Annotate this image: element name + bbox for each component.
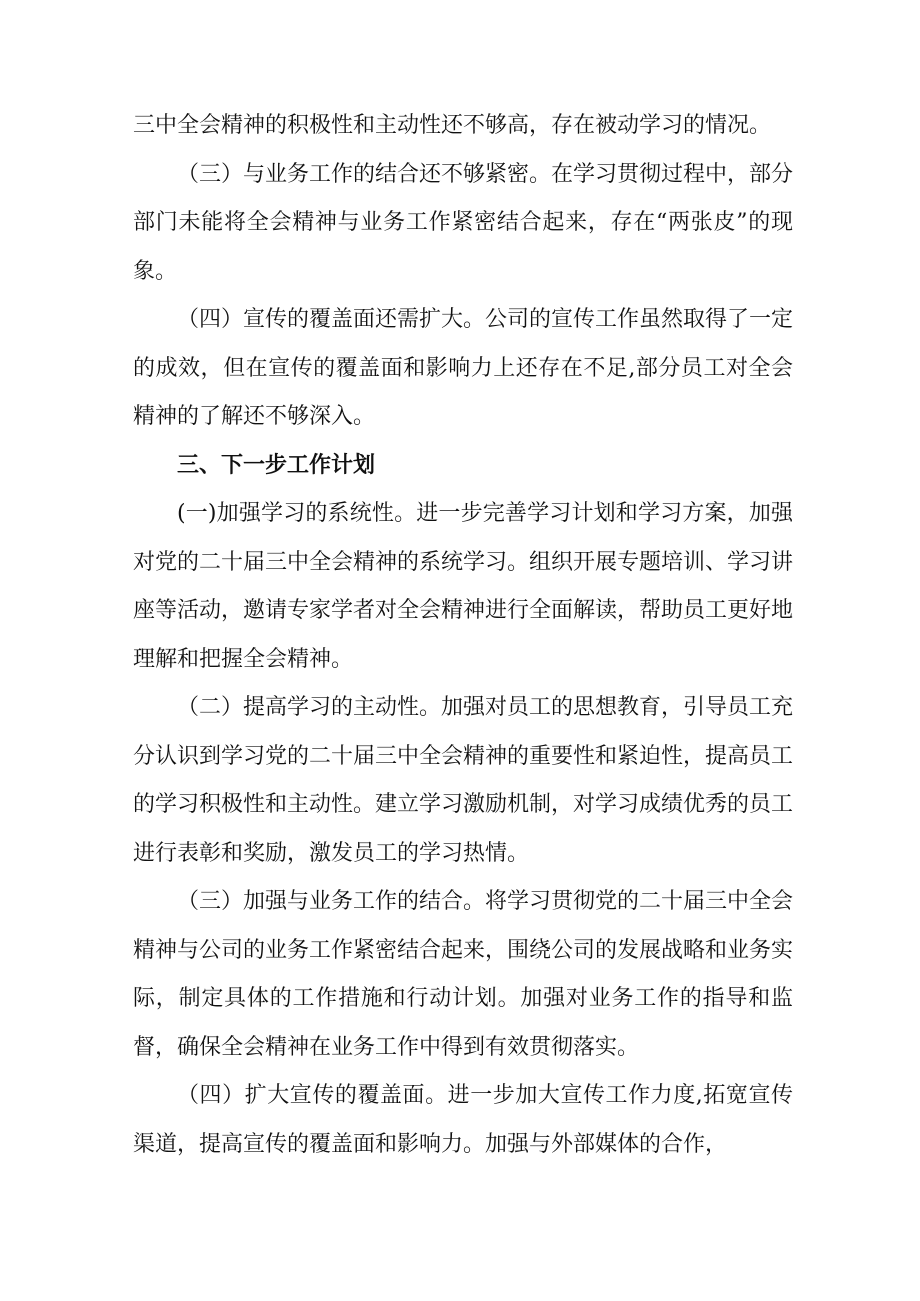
paragraph-plan-3: （三）加强与业务工作的结合。将学习贯彻党的二十届三中全会精神与公司的业务工作紧密结合起来，围绕公司的发展战略和业务实际，制定具体的工作措施和行动计划。加强对业务工作的指导和监督，确保全会精神在业务工作中得到有效贯彻落实。 <box>133 889 794 1060</box>
paragraph-issue-3: （三）与业务工作的结合还不够紧密。在学习贯彻过程中，部分部门未能将全会精神与业务工作紧密结合起来，存在“两张皮”的现象。 <box>133 161 794 284</box>
section-heading-next-steps: 三、下一步工作计划 <box>177 452 376 478</box>
paragraph-plan-2: （二）提高学习的主动性。加强对员工的思想教育，引导员工充分认识到学习党的二十届三中全会精神的重要性和紧迫性，提高员工的学习积极性和主动性。建立学习激励机制，对学习成绩优秀的员工进行表彰和奖励，激发员工的学习热情。 <box>133 695 794 866</box>
paragraph-plan-1: (一)加强学习的系统性。进一步完善学习计划和学习方案，加强对党的二十届三中全会精神的系统学习。组织开展专题培训、学习讲座等活动，邀请专家学者对全会精神进行全面解读，帮助员工更好地理解和把握全会精神。 <box>133 501 794 672</box>
paragraph-plan-4: （四）扩大宣传的覆盖面。进一步加大宣传工作力度,拓宽宣传渠道，提高宣传的覆盖面和影响力。加强与外部媒体的合作， <box>133 1083 793 1157</box>
paragraph-continuation: 三中全会精神的积极性和主动性还不够高，存在被动学习的情况。 <box>133 113 772 138</box>
paragraph-issue-4: （四）宣传的覆盖面还需扩大。公司的宣传工作虽然取得了一定的成效，但在宣传的覆盖面和影响力上还存在不足,部分员工对全会精神的了解还不够深入。 <box>133 307 794 429</box>
document-body <box>133 102 793 1169</box>
